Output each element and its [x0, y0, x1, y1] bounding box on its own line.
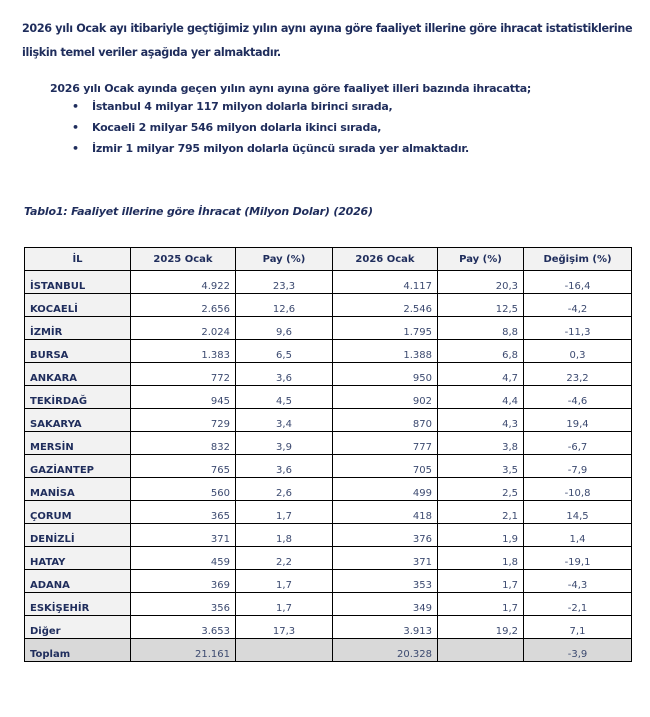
total-cell-share-2026: [438, 639, 524, 662]
cell-change: -6,7: [524, 432, 632, 455]
table-caption: Tablo1: Faaliyet illerine göre İhracat (Milyon Dolar) (2026): [24, 205, 373, 218]
cell-2026: 4.117: [333, 271, 438, 294]
cell-share-2025: 9,6: [236, 317, 333, 340]
cell-province: KOCAELİ: [25, 294, 131, 317]
table-row: [25, 271, 632, 294]
intro-paragraph: 2026 yılı Ocak ayı itibariyle geçtiğimiz yılın aynı ayına göre faaliyet illerine göre ihracat istatistiklerine ilişkin temel veriler aşağıda yer almaktadır.: [22, 22, 633, 59]
cell-2026: 1.795: [333, 317, 438, 340]
header-2026: 2026 Ocak: [333, 248, 438, 271]
total-cell-2026: 20.328: [333, 639, 438, 662]
header-change: Değişim (%): [524, 248, 632, 271]
cell-share-2026: 3,8: [438, 432, 524, 455]
cell-2026: 349: [333, 593, 438, 616]
cell-province: BURSA: [25, 340, 131, 363]
cell-share-2026: 8,8: [438, 317, 524, 340]
lead-sentence: 2026 yılı Ocak ayında geçen yılın aynı ayına göre faaliyet illeri bazında ihracatta;: [50, 82, 532, 95]
cell-2026: 353: [333, 570, 438, 593]
cell-change: 23,2: [524, 363, 632, 386]
cell-share-2026: 4,7: [438, 363, 524, 386]
cell-2025: 832: [131, 432, 236, 455]
cell-share-2025: 1,7: [236, 501, 333, 524]
cell-share-2025: 2,2: [236, 547, 333, 570]
cell-province: İSTANBUL: [25, 271, 131, 294]
cell-province: İZMİR: [25, 317, 131, 340]
cell-change: 1,4: [524, 524, 632, 547]
cell-share-2025: 3,6: [236, 455, 333, 478]
cell-2025: 371: [131, 524, 236, 547]
cell-2025: 1.383: [131, 340, 236, 363]
cell-2025: 3.653: [131, 616, 236, 639]
cell-2026: 499: [333, 478, 438, 501]
cell-share-2026: 4,4: [438, 386, 524, 409]
cell-2026: 705: [333, 455, 438, 478]
table-row: [25, 317, 632, 340]
cell-share-2026: 2,5: [438, 478, 524, 501]
cell-change: 7,1: [524, 616, 632, 639]
cell-share-2025: 1,7: [236, 593, 333, 616]
table-row: [25, 478, 632, 501]
cell-change: -16,4: [524, 271, 632, 294]
cell-province: ESKİŞEHİR: [25, 593, 131, 616]
cell-province: TEKİRDAĞ: [25, 386, 131, 409]
cell-2026: 3.913: [333, 616, 438, 639]
cell-share-2026: 3,5: [438, 455, 524, 478]
cell-share-2025: 2,6: [236, 478, 333, 501]
header-share-2025: Pay (%): [236, 248, 333, 271]
cell-share-2026: 1,9: [438, 524, 524, 547]
cell-share-2025: 3,4: [236, 409, 333, 432]
cell-province: HATAY: [25, 547, 131, 570]
cell-change: 0,3: [524, 340, 632, 363]
table-row: [25, 616, 632, 639]
table-row: [25, 501, 632, 524]
cell-province: ÇORUM: [25, 501, 131, 524]
cell-share-2026: 12,5: [438, 294, 524, 317]
table-row: [25, 340, 632, 363]
cell-share-2025: 1,7: [236, 570, 333, 593]
cell-province: SAKARYA: [25, 409, 131, 432]
cell-2025: 2.024: [131, 317, 236, 340]
cell-share-2025: 17,3: [236, 616, 333, 639]
cell-2025: 356: [131, 593, 236, 616]
list-item-text: İzmir 1 milyar 795 milyon dolarla üçüncü sırada yer almaktadır.: [92, 142, 469, 155]
header-2025: 2025 Ocak: [131, 248, 236, 271]
cell-share-2025: 3,9: [236, 432, 333, 455]
cell-province: ADANA: [25, 570, 131, 593]
table-row: [25, 593, 632, 616]
cell-province: DENİZLİ: [25, 524, 131, 547]
cell-change: -4,3: [524, 570, 632, 593]
table-row: [25, 455, 632, 478]
cell-2025: 729: [131, 409, 236, 432]
cell-share-2026: 6,8: [438, 340, 524, 363]
cell-change: -2,1: [524, 593, 632, 616]
cell-share-2026: 19,2: [438, 616, 524, 639]
list-item: [72, 138, 469, 159]
total-cell-2025: 21.161: [131, 639, 236, 662]
bullet-icon: •: [72, 121, 79, 134]
cell-change: 19,4: [524, 409, 632, 432]
list-item: [72, 96, 469, 117]
cell-change: -4,6: [524, 386, 632, 409]
cell-change: -10,8: [524, 478, 632, 501]
cell-share-2025: 23,3: [236, 271, 333, 294]
cell-2026: 870: [333, 409, 438, 432]
cell-change: -11,3: [524, 317, 632, 340]
list-item: [72, 117, 469, 138]
cell-2025: 459: [131, 547, 236, 570]
cell-share-2025: 3,6: [236, 363, 333, 386]
table-row: [25, 363, 632, 386]
cell-2025: 560: [131, 478, 236, 501]
header-province: İL: [25, 248, 131, 271]
cell-share-2026: 4,3: [438, 409, 524, 432]
cell-share-2026: 20,3: [438, 271, 524, 294]
cell-change: 14,5: [524, 501, 632, 524]
cell-province: MANİSA: [25, 478, 131, 501]
cell-2026: 902: [333, 386, 438, 409]
list-item-text: Kocaeli 2 milyar 546 milyon dolarla ikinci sırada,: [92, 121, 382, 134]
list-item-text: İstanbul 4 milyar 117 milyon dolarla birinci sırada,: [92, 100, 393, 113]
cell-2025: 4.922: [131, 271, 236, 294]
cell-share-2025: 12,6: [236, 294, 333, 317]
cell-share-2025: 6,5: [236, 340, 333, 363]
cell-province: MERSİN: [25, 432, 131, 455]
table-row: [25, 294, 632, 317]
cell-2025: 945: [131, 386, 236, 409]
bullet-icon: •: [72, 100, 79, 113]
table-total-row: [25, 639, 632, 662]
cell-change: -4,2: [524, 294, 632, 317]
bullet-icon: •: [72, 142, 79, 155]
cell-2025: 369: [131, 570, 236, 593]
cell-share-2026: 1,7: [438, 570, 524, 593]
table-row: [25, 432, 632, 455]
cell-2026: 2.546: [333, 294, 438, 317]
cell-province: GAZİANTEP: [25, 455, 131, 478]
cell-share-2026: 1,8: [438, 547, 524, 570]
cell-share-2025: 1,8: [236, 524, 333, 547]
total-cell-province: Toplam: [25, 639, 131, 662]
total-cell-share-2025: [236, 639, 333, 662]
cell-2026: 418: [333, 501, 438, 524]
cell-2025: 765: [131, 455, 236, 478]
cell-change: -7,9: [524, 455, 632, 478]
cell-2025: 365: [131, 501, 236, 524]
table-row: [25, 524, 632, 547]
export-table: [24, 247, 632, 662]
cell-share-2025: 4,5: [236, 386, 333, 409]
table-row: [25, 386, 632, 409]
table-row: [25, 570, 632, 593]
cell-share-2026: 1,7: [438, 593, 524, 616]
cell-share-2026: 2,1: [438, 501, 524, 524]
cell-province: ANKARA: [25, 363, 131, 386]
cell-2026: 777: [333, 432, 438, 455]
table-header-row: [25, 248, 632, 271]
ranking-list: [72, 96, 469, 159]
cell-change: -19,1: [524, 547, 632, 570]
cell-2025: 772: [131, 363, 236, 386]
cell-2026: 950: [333, 363, 438, 386]
table-row: [25, 409, 632, 432]
cell-2026: 1.388: [333, 340, 438, 363]
cell-2026: 376: [333, 524, 438, 547]
cell-2026: 371: [333, 547, 438, 570]
header-share-2026: Pay (%): [438, 248, 524, 271]
total-cell-change: -3,9: [524, 639, 632, 662]
cell-2025: 2.656: [131, 294, 236, 317]
table-row: [25, 547, 632, 570]
cell-province: Diğer: [25, 616, 131, 639]
